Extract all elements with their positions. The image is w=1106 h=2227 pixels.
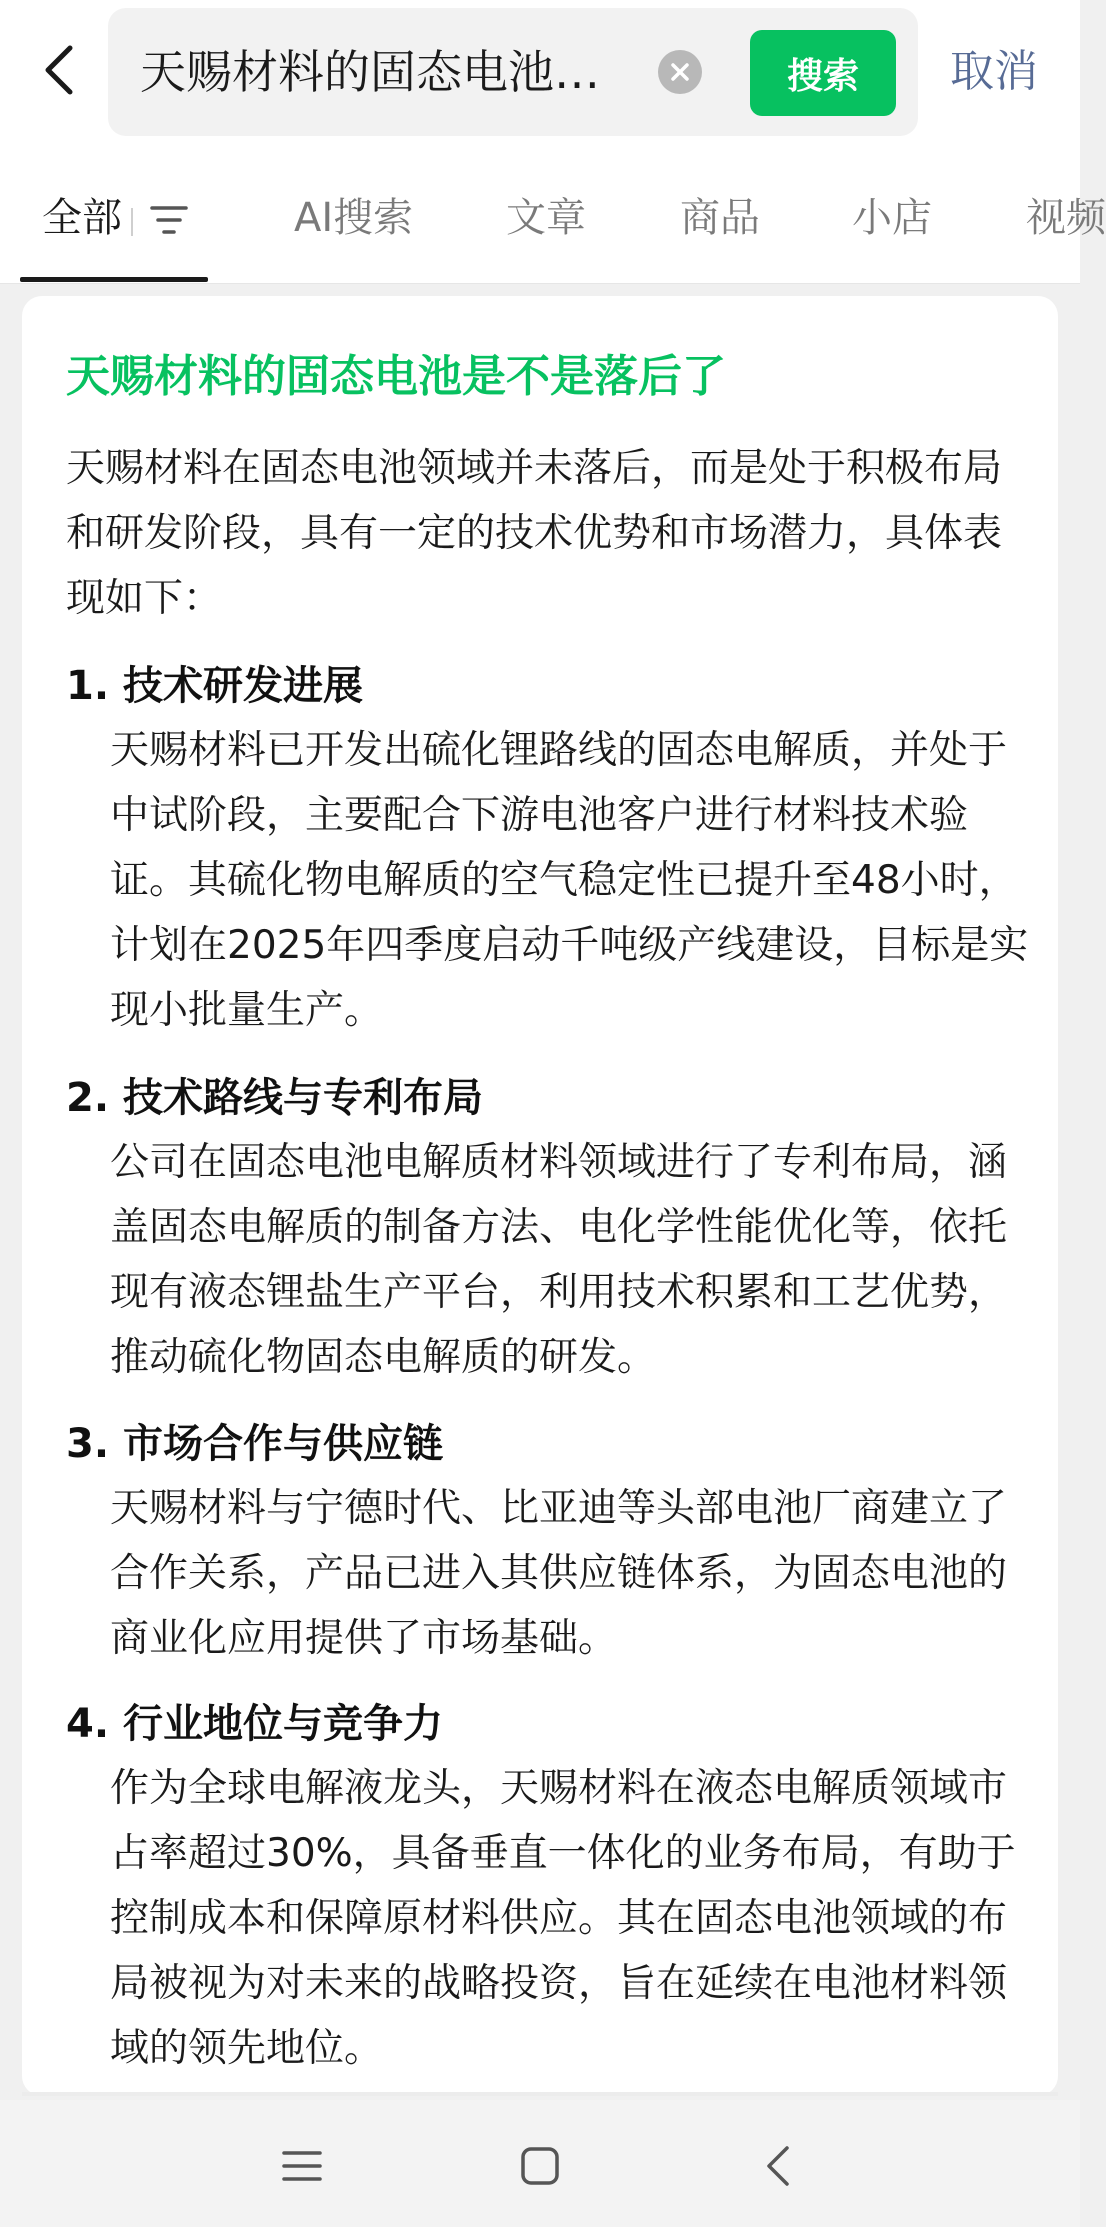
answer-section bbox=[66, 1692, 1036, 2081]
system-nav-bar bbox=[0, 2100, 1080, 2227]
section-heading: 2. 技术路线与专利布局 bbox=[66, 1075, 483, 1121]
section-body: 天赐材料已开发出硫化锂路线的固态电解质，并处于中试阶段，主要配合下游电池客户进行材料技术验证。其硫化物电解质的空气稳定性已提升至48小时，计划在2025年四季度启动千吨级产线建设，目标是实现小批量生产。 bbox=[110, 728, 1029, 1033]
tab-videos[interactable]: 视频 bbox=[1026, 195, 1106, 241]
top-bar bbox=[0, 0, 1080, 160]
section-heading: 4. 行业地位与竞争力 bbox=[66, 1701, 443, 1747]
section-body: 天赐材料与宁德时代、比亚迪等头部电池厂商建立了合作关系，产品已进入其供应链体系，为固态电池的商业化应用提供了市场基础。 bbox=[110, 1486, 1008, 1661]
answer-section bbox=[66, 654, 1036, 1043]
nav-home-button[interactable] bbox=[510, 2136, 570, 2196]
filter-icon[interactable] bbox=[150, 202, 188, 238]
search-box[interactable] bbox=[108, 8, 918, 136]
ai-answer-card bbox=[22, 296, 1058, 2096]
search-input[interactable]: 天赐材料的固态电池… bbox=[140, 45, 600, 99]
active-tab-indicator bbox=[20, 277, 208, 282]
tab-all[interactable]: 全部 bbox=[42, 195, 122, 241]
category-tabs bbox=[0, 160, 1106, 284]
back-button[interactable] bbox=[30, 30, 90, 110]
answer-section bbox=[66, 1066, 1036, 1390]
search-button[interactable]: 搜索 bbox=[750, 30, 896, 116]
tab-ai-search[interactable]: AI搜索 bbox=[294, 195, 414, 241]
chevron-left-icon bbox=[40, 42, 80, 98]
tab-shops[interactable]: 小店 bbox=[852, 195, 932, 241]
nav-menu-button[interactable] bbox=[272, 2136, 332, 2196]
tab-articles[interactable]: 文章 bbox=[506, 195, 586, 241]
clear-circle-icon bbox=[669, 61, 691, 83]
answer-section bbox=[66, 1412, 1036, 1671]
answer-title[interactable]: 天赐材料的固态电池是不是落后了 bbox=[66, 351, 726, 402]
cancel-button[interactable]: 取消 bbox=[950, 46, 1038, 97]
section-heading: 3. 市场合作与供应链 bbox=[66, 1421, 443, 1467]
section-heading: 1. 技术研发进展 bbox=[66, 663, 363, 709]
nav-back-button[interactable] bbox=[748, 2136, 808, 2196]
home-square-icon bbox=[520, 2146, 560, 2186]
clear-search-button[interactable] bbox=[658, 50, 702, 94]
tab-products[interactable]: 商品 bbox=[680, 195, 760, 241]
tab-divider bbox=[131, 208, 133, 236]
menu-icon bbox=[282, 2149, 322, 2183]
card-bottom-edge bbox=[22, 2092, 1058, 2096]
section-body: 公司在固态电池电解质材料领域进行了专利布局，涵盖固态电解质的制备方法、电化学性能优化等，依托现有液态锂盐生产平台，利用技术积累和工艺优势，推动硫化物固态电解质的研发。 bbox=[110, 1140, 1008, 1380]
back-triangle-icon bbox=[763, 2144, 793, 2188]
section-body: 作为全球电解液龙头，天赐材料在液态电解质领域市占率超过30%，具备垂直一体化的业务布局，有助于控制成本和保障原材料供应。其在固态电池领域的布局被视为对未来的战略投资，旨在延续在电池材料领域的领先地位。 bbox=[110, 1766, 1016, 2071]
answer-intro: 天赐材料在固态电池领域并未落后，而是处于积极布局和研发阶段，具有一定的技术优势和市场潜力，具体表现如下： bbox=[66, 446, 1003, 621]
